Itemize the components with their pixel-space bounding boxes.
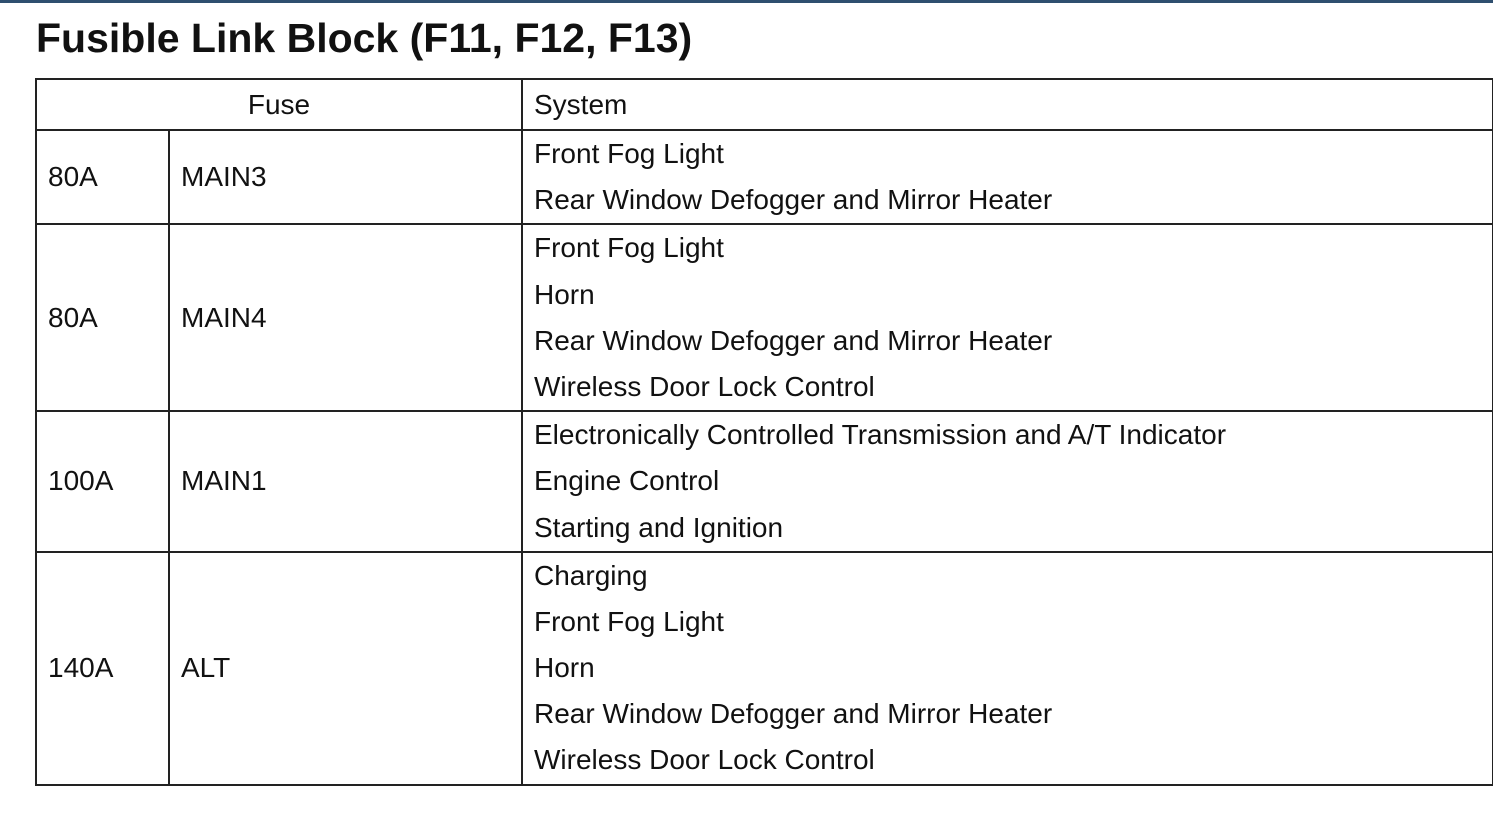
fuse-name-cell xyxy=(169,224,522,411)
fuse-amperage-cell xyxy=(36,130,169,224)
system-item: Horn xyxy=(534,278,595,310)
page-title: Fusible Link Block (F11, F12, F13) xyxy=(36,15,693,61)
system-item: Rear Window Defogger and Mirror Heater xyxy=(534,698,1053,730)
table-row xyxy=(36,552,1493,785)
table-header-row xyxy=(36,79,1493,130)
system-item: Charging xyxy=(534,559,648,591)
system-cell xyxy=(522,224,1493,411)
system-item: Engine Control xyxy=(534,465,720,497)
system-item: Starting and Ignition xyxy=(534,511,784,543)
fuse-name: MAIN1 xyxy=(181,465,267,497)
system-item: Rear Window Defogger and Mirror Heater xyxy=(534,324,1053,356)
system-cell xyxy=(522,552,1493,785)
fuse-name-cell xyxy=(169,130,522,224)
fuse-amperage: 80A xyxy=(48,161,98,193)
system-item: Horn xyxy=(534,652,595,684)
header-fuse-label: Fuse xyxy=(247,88,311,120)
system-item: Wireless Door Lock Control xyxy=(534,370,875,402)
fuse-table xyxy=(35,78,1493,786)
fuse-amperage: 80A xyxy=(48,301,98,333)
header-system-label: System xyxy=(534,88,628,120)
system-item: Electronically Controlled Transmission and A/T Indicator xyxy=(534,419,1227,451)
system-cell xyxy=(522,130,1493,224)
fuse-amperage-cell xyxy=(36,411,169,552)
fuse-name-cell xyxy=(169,411,522,552)
table-row xyxy=(36,411,1493,552)
header-fuse xyxy=(36,79,522,130)
system-item: Front Fog Light xyxy=(534,605,724,637)
fuse-name: MAIN3 xyxy=(181,161,267,193)
fuse-amperage: 100A xyxy=(48,465,114,497)
top-rule xyxy=(0,0,1493,3)
fuse-amperage: 140A xyxy=(48,652,114,684)
system-cell xyxy=(522,411,1493,552)
system-item: Rear Window Defogger and Mirror Heater xyxy=(534,184,1053,216)
fuse-amperage-cell xyxy=(36,224,169,411)
fuse-name: ALT xyxy=(181,652,231,684)
system-item: Wireless Door Lock Control xyxy=(534,744,875,776)
table-row xyxy=(36,130,1493,224)
table-row xyxy=(36,224,1493,411)
fuse-name-cell xyxy=(169,552,522,785)
fuse-amperage-cell xyxy=(36,552,169,785)
system-item: Front Fog Light xyxy=(534,138,724,169)
fuse-name: MAIN4 xyxy=(181,301,267,333)
system-item: Front Fog Light xyxy=(534,232,724,264)
header-system xyxy=(522,79,1493,130)
